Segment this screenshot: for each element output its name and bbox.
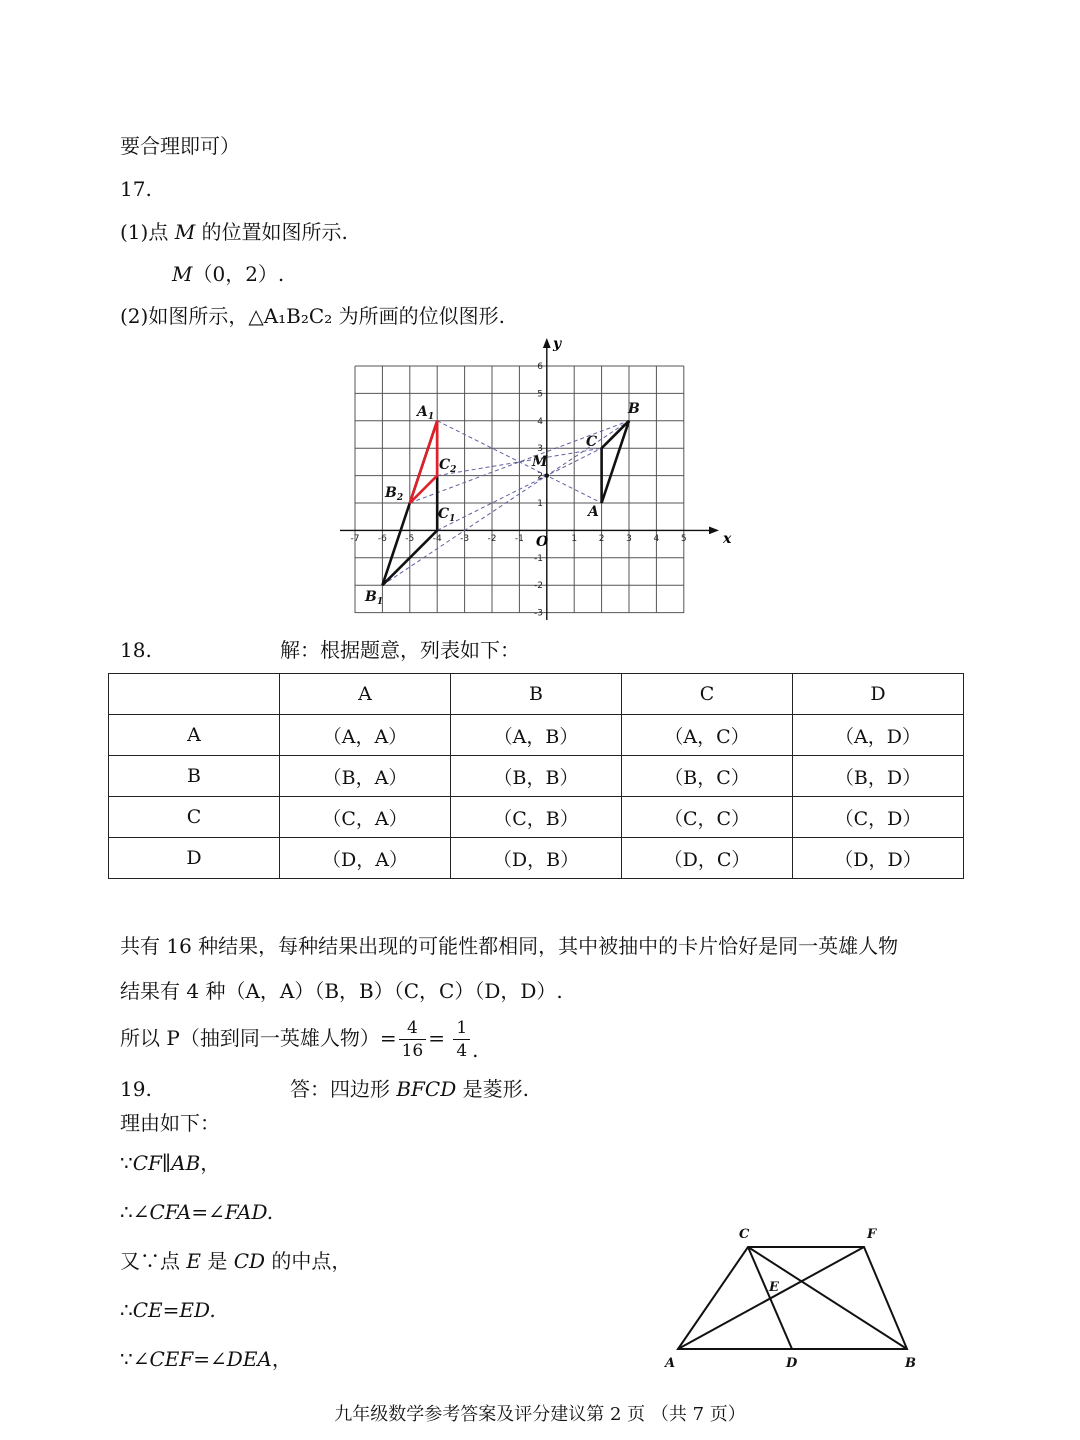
y-tick: -2 [534,581,543,592]
triangle-a1b2c2 [410,421,437,503]
trapezoid-outline [678,1247,907,1349]
x-tick: -2 [487,534,497,544]
label-c2 [439,457,456,475]
page-footer: 九年级数学参考答案及评分建议第 2 页 （共 7 页） [334,1404,746,1425]
table-cell: （A，D） [793,715,964,756]
label-c2-sub: 2 [450,465,457,475]
table-cell: （C，C） [622,797,793,838]
table-row [109,715,964,756]
x-tick-labels [351,534,687,544]
table-cell: （A，C） [622,715,793,756]
table-header-row [109,674,964,715]
label-a: A [588,504,599,520]
y-tick: 5 [537,389,543,400]
y-tick-labels [534,362,543,619]
q19-answer-suffix: 是菱形. [456,1077,529,1101]
label-b1 [364,589,383,607]
therefore-symbol: ∴ [120,1298,133,1322]
label-c2-letter: C [439,457,451,473]
q19-step5 [120,1346,292,1372]
q18-prob-prefix: 所以 P（抽到同一英雄人物）= [120,1026,397,1050]
triangle-abc [602,421,629,503]
label-e: E [769,1280,779,1295]
label-b: B [905,1356,916,1371]
q19-number: 19. [120,1077,152,1101]
table-row-label: A [109,715,280,756]
point-m [545,473,549,477]
label-b1-letter: B [365,589,377,605]
x-tick: -6 [377,534,387,544]
q17-part1-suffix: 的位置如图所示. [195,220,348,244]
label-b2-sub: 2 [396,493,404,503]
q19-step2 [120,1199,273,1225]
y-axis-label: y [553,336,562,352]
q17-number: 17. [120,177,152,201]
q17-part1-prefix: (1)点 [120,220,175,244]
fraction-1-4 [453,1017,470,1062]
label-m: M [532,454,548,470]
table-cell: （D，D） [793,838,964,879]
table-cell: （D，C） [622,838,793,879]
q19-step4-math: CE=ED. [132,1298,216,1322]
label-c1-sub: 1 [449,514,456,524]
q19-step1 [120,1150,220,1176]
table-cell: （A，A） [280,715,451,756]
table-cell: （D，A） [280,838,451,879]
q17-coordinate [172,261,284,287]
label-b: B [628,401,640,417]
because-symbol: ∵ [120,1347,133,1371]
table-cell: （C，B） [451,797,622,838]
therefore-symbol: ∴ [120,1200,133,1224]
label-b2 [384,485,403,503]
fraction-4-16 [399,1017,427,1062]
q17-part1-var: M [174,220,196,244]
table-row-label: D [109,838,280,879]
y-axis-arrow [543,338,551,348]
x-tick: 4 [653,534,660,544]
fraction-numerator: 4 [399,1017,427,1040]
x-tick: -3 [460,534,470,544]
q18-result-line2: 结果有 4 种（A，A）（B，B）（C，C）（D，D）. [120,979,563,1003]
y-tick: -1 [534,553,543,564]
q18-result-line1: 共有 16 种结果，每种结果出现的可能性都相同，其中被抽中的卡片恰好是同一英雄人物 [120,934,899,958]
label-c: C [586,434,598,450]
q19-step3-end: 的中点， [265,1249,352,1273]
table-cell: （B，A） [280,756,451,797]
y-tick: 3 [537,444,543,455]
trapezoid-figure [655,1220,925,1375]
q19-step3-e: E [186,1249,201,1273]
table-row [109,838,964,879]
table-cell: （A，B） [451,715,622,756]
x-tick: -1 [514,534,524,544]
y-tick: 4 [537,416,543,427]
q17-coord-var: M [172,262,193,286]
q19-step4 [120,1297,216,1323]
figure-lines [678,1247,907,1349]
q17-coord-value: （0，2）. [192,262,285,286]
y-tick: 6 [537,362,543,372]
x-tick: -7 [350,534,360,544]
table-cell: （D，B） [451,838,622,879]
y-tick: 2 [537,471,543,482]
fraction-numerator: 1 [453,1017,470,1040]
q18-probability [120,1014,479,1074]
q17-part2: (2)如图所示，△A₁B₂C₂ 为所画的位似图形. [120,304,505,328]
fraction-denominator: 4 [456,1041,468,1061]
label-c: C [739,1227,750,1242]
y-tick: 1 [537,499,543,509]
label-a: A [665,1356,676,1371]
label-b2-letter: B [385,485,397,501]
table-row [109,756,964,797]
q19-reason: 理由如下： [120,1111,220,1135]
table-row-label: B [109,756,280,797]
q18-number: 18. [120,638,152,662]
x-tick: 3 [626,534,632,544]
x-tick: -5 [405,534,415,544]
continuation-line: 要合理即可） [120,134,240,158]
x-tick: 1 [571,534,578,544]
equals-sign: = [428,1026,445,1050]
outcome-table [108,673,964,879]
table-cell: （B，B） [451,756,622,797]
q19-step3-pre: 又∵点 [120,1249,187,1273]
table-header-cell: C [622,674,793,715]
table-header-cell: D [793,674,964,715]
q19-step3-mid: 是 [200,1249,234,1273]
x-tick: 2 [598,534,605,544]
fraction-denominator: 16 [401,1041,424,1061]
y-tick: -3 [534,608,543,619]
label-c1-letter: C [438,506,450,522]
label-b1-sub: 1 [376,597,384,607]
q19-step1-end: ， [200,1151,221,1175]
table-row [109,797,964,838]
table-cell: （B，D） [793,756,964,797]
q18-intro: 解：根据题意，列表如下： [280,638,520,662]
coordinate-grid-figure [335,335,745,620]
q19-answer-prefix: 答：四边形 [290,1077,397,1101]
label-d: D [786,1356,798,1371]
point-labels [364,401,640,607]
label-a1-letter: A [417,404,428,420]
label-a1 [415,404,434,422]
x-tick: -4 [432,534,442,544]
table-header-cell: A [280,674,451,715]
q19-step3 [120,1248,351,1274]
x-tick: 5 [680,534,687,544]
table-cell: （B，C） [622,756,793,797]
table-cell: （C，D） [793,797,964,838]
q19-answer-var: BFCD [396,1077,457,1101]
q19-step2-math: ∠CFA=∠FAD. [132,1200,274,1224]
x-axis-arrow [709,527,719,535]
because-symbol: ∵ [120,1151,133,1175]
q19-step5-end: ， [271,1347,292,1371]
q19-step1-math: CF∥AB [132,1151,201,1175]
table-cell: （C，A） [280,797,451,838]
axes [340,343,715,620]
label-f: F [867,1227,877,1242]
table-header-cell [109,674,280,715]
label-a1-sub: 1 [427,412,435,422]
q19-answer [290,1076,529,1102]
q19-step3-cd: CD [233,1249,266,1273]
q18-prob-end: . [472,1038,479,1062]
q17-part1 [120,219,348,245]
q19-step5-math: ∠CEF=∠DEA [132,1347,272,1371]
table-header-cell: B [451,674,622,715]
origin-label: O [536,534,549,550]
table-row-label: C [109,797,280,838]
label-c1 [438,506,455,524]
x-axis-label: x [723,531,732,547]
